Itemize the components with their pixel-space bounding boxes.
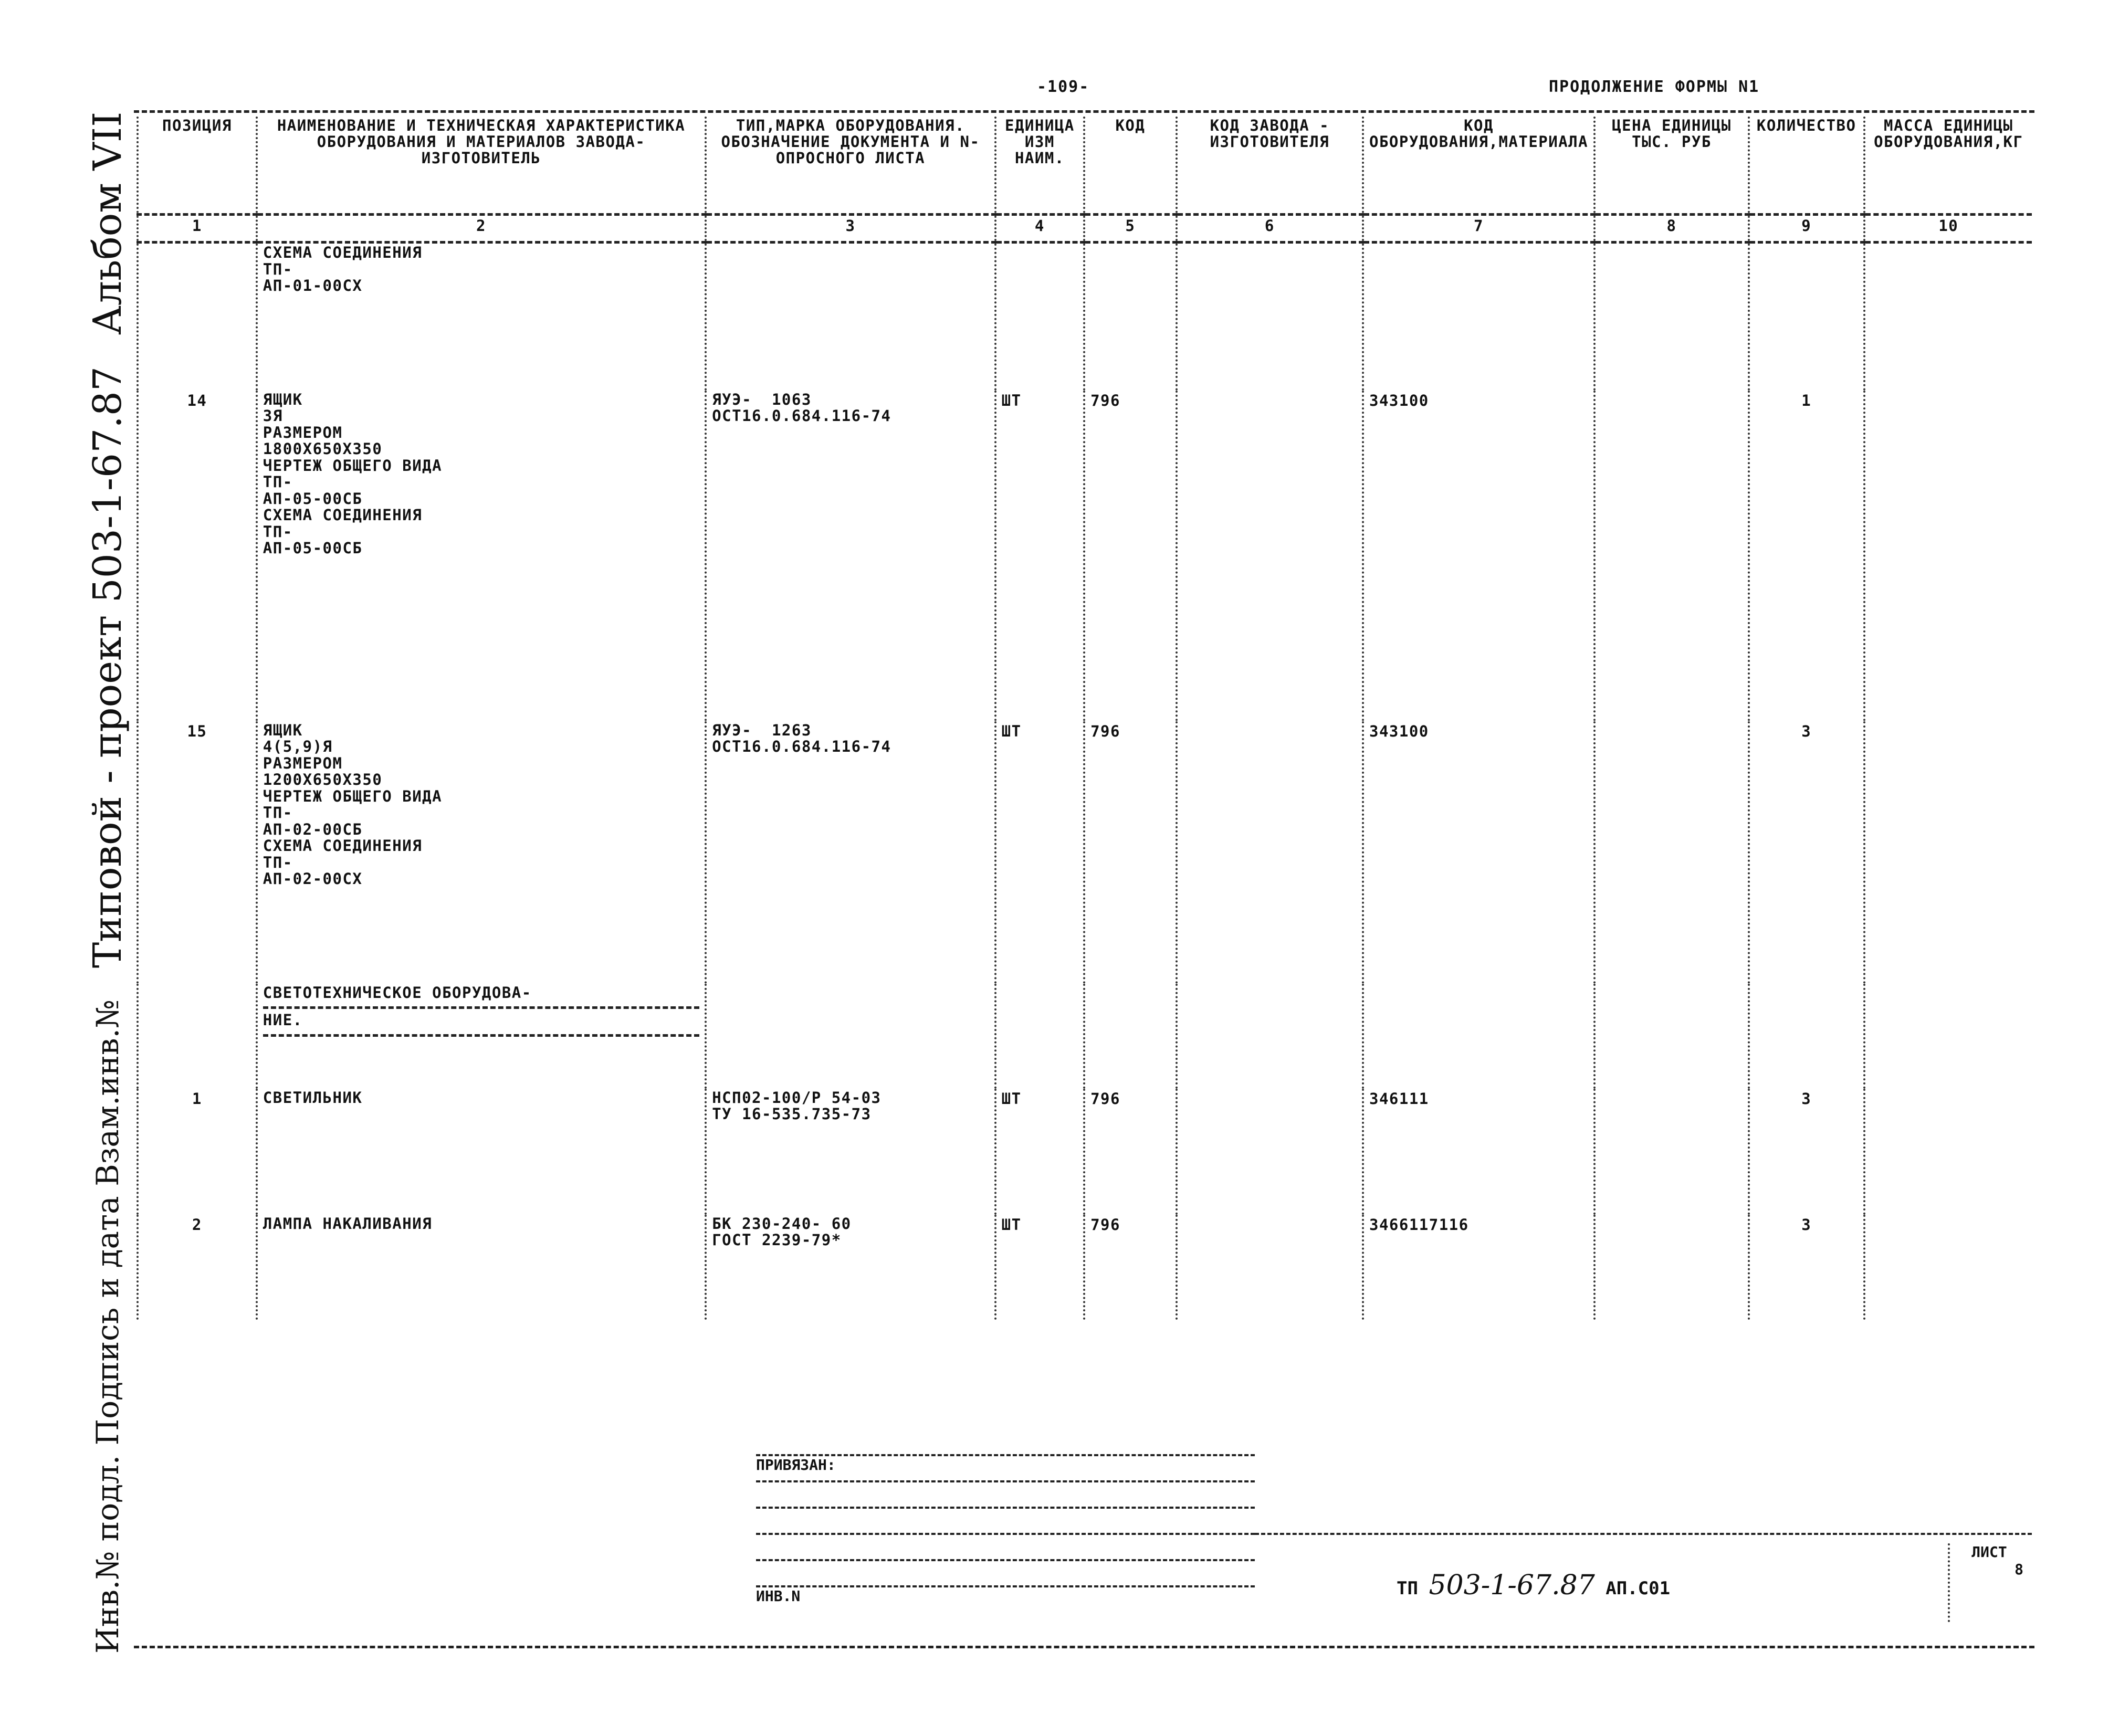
equipment-code-cell xyxy=(1363,984,1594,1089)
col-num: 7 xyxy=(1363,215,1594,243)
sheet-list-value: 8 xyxy=(2014,1561,2023,1578)
name-line: 1200Х650Х350 xyxy=(263,771,383,788)
name-line: ТП- xyxy=(263,522,293,541)
stamp-row xyxy=(756,1509,1255,1535)
table-row xyxy=(138,391,2032,721)
album-label: Альбом VII xyxy=(85,111,130,335)
col-header-factory-code: КОД ЗАВОДА - ИЗГОТОВИТЕЛЯ xyxy=(1177,117,1363,215)
col-num: 1 xyxy=(138,215,257,243)
unit-cell: ШТ xyxy=(995,721,1084,984)
name-line: 4(5,9)Я xyxy=(263,738,333,755)
equipment-code-cell: 3466117116 xyxy=(1363,1215,1594,1320)
name-line: 1800Х650Х350 xyxy=(263,440,383,458)
name-line: СХЕМА СОЕДИНЕНИЯ xyxy=(263,244,423,261)
table-row xyxy=(138,1089,2032,1215)
unit-code-cell: 796 xyxy=(1084,721,1177,984)
unit-cell xyxy=(995,243,1084,391)
column-number-row xyxy=(138,215,2032,243)
section-heading-line-2: НИЕ. xyxy=(263,1012,699,1037)
col-num: 8 xyxy=(1594,215,1749,243)
name-line: ЯЩИК xyxy=(263,721,303,739)
sheet-number-box xyxy=(1948,1543,2029,1622)
sheet-project-number: 503-1-67.87 xyxy=(1429,1570,1595,1601)
name-line: РАЗМЕРОМ xyxy=(263,423,343,441)
equipment-code-cell: 343100 xyxy=(1363,721,1594,984)
col-header-type: ТИП,МАРКА ОБОРУДОВАНИЯ. ОБОЗНАЧЕНИЕ ДОКУМЕНТА И N-ОПРОСНОГО ЛИСТА xyxy=(706,117,995,215)
type-line: ЯУЭ- 1263 xyxy=(712,721,812,739)
name-line: СВЕТИЛЬНИК xyxy=(263,1088,363,1107)
type-cell xyxy=(706,391,995,721)
col-header-unit: ЕДИНИЦА ИЗМ НАИМ. xyxy=(995,117,1084,215)
name-line: АП-02-00СБ xyxy=(263,820,363,838)
unit-code-cell xyxy=(1084,984,1177,1089)
price-cell xyxy=(1594,1215,1749,1320)
equipment-code-cell: 346111 xyxy=(1363,1089,1594,1215)
position-cell: 15 xyxy=(138,721,257,984)
mass-cell xyxy=(1864,243,2032,391)
unit-cell xyxy=(995,984,1084,1089)
name-line: 3Я xyxy=(263,407,283,425)
unit-cell: ШТ xyxy=(995,1215,1084,1320)
type-cell xyxy=(706,1089,995,1215)
position-cell xyxy=(138,243,257,391)
price-cell xyxy=(1594,984,1749,1089)
col-header-position: ПОЗИЦИЯ xyxy=(138,117,257,215)
col-num: 10 xyxy=(1864,215,2032,243)
position-cell xyxy=(138,984,257,1089)
type-line: ОСТ16.0.684.116-74 xyxy=(712,738,891,755)
type-cell xyxy=(706,243,995,391)
price-cell xyxy=(1594,243,1749,391)
name-cell xyxy=(257,721,706,984)
side-margin-text xyxy=(79,111,137,1654)
price-cell xyxy=(1594,1089,1749,1215)
name-line: ТП- xyxy=(263,473,293,491)
mass-cell xyxy=(1864,391,2032,721)
sheet-list-label: ЛИСТ xyxy=(1971,1543,2007,1561)
col-num: 5 xyxy=(1084,215,1177,243)
col-header-mass: МАССА ЕДИНИЦЫ ОБОРУДОВАНИЯ,КГ xyxy=(1864,117,2032,215)
unit-code-cell xyxy=(1084,243,1177,391)
stamp-row xyxy=(756,1535,1255,1561)
col-header-name: НАИМЕНОВАНИЕ И ТЕХНИЧЕСКАЯ ХАРАКТЕРИСТИКА ОБОРУДОВАНИЯ И МАТЕРИАЛОВ ЗАВОДА-ИЗГОТОВИТЕЛЬ xyxy=(257,117,706,215)
unit-code-cell: 796 xyxy=(1084,1215,1177,1320)
col-num: 4 xyxy=(995,215,1084,243)
quantity-cell: 3 xyxy=(1749,1089,1864,1215)
factory-code-cell xyxy=(1177,391,1363,721)
stamp-row xyxy=(756,1561,1255,1587)
name-line: ЛАМПА НАКАЛИВАНИЯ xyxy=(263,1214,433,1233)
name-cell xyxy=(257,391,706,721)
table-row xyxy=(138,1215,2032,1320)
unit-code-cell: 796 xyxy=(1084,391,1177,721)
factory-code-cell xyxy=(1177,243,1363,391)
type-line: ГОСТ 2239-79* xyxy=(712,1231,842,1249)
unit-cell: ШТ xyxy=(995,391,1084,721)
col-header-unit-code: КОД xyxy=(1084,117,1177,215)
section-row xyxy=(138,984,2032,1089)
factory-code-cell xyxy=(1177,1215,1363,1320)
stamp-row xyxy=(756,1587,1255,1612)
title-block-divider xyxy=(1255,1533,2032,1537)
name-line: СХЕМА СОЕДИНЕНИЯ xyxy=(263,506,423,524)
name-line: ЯЩИК xyxy=(263,390,303,408)
name-line: АП-02-00СХ xyxy=(263,870,363,888)
position-cell: 1 xyxy=(138,1089,257,1215)
mass-cell xyxy=(1864,984,2032,1089)
table-row xyxy=(138,721,2032,984)
factory-code-cell xyxy=(1177,1089,1363,1215)
type-line: БК 230-240- 60 xyxy=(712,1214,852,1233)
unit-cell: ШТ xyxy=(995,1089,1084,1215)
name-line: РАЗМЕРОМ xyxy=(263,754,343,772)
name-line: ТП- xyxy=(263,853,293,871)
type-line: НСП02-100/Р 54-03 xyxy=(712,1088,882,1107)
position-cell: 2 xyxy=(138,1215,257,1320)
name-cell xyxy=(257,1089,706,1215)
name-cell xyxy=(257,1215,706,1320)
quantity-cell: 3 xyxy=(1749,721,1864,984)
col-num: 3 xyxy=(706,215,995,243)
type-cell xyxy=(706,721,995,984)
name-line: АП-01-00СХ xyxy=(263,277,363,294)
title-block-stamp xyxy=(756,1454,1255,1635)
mass-cell xyxy=(1864,1089,2032,1215)
col-num: 9 xyxy=(1749,215,1864,243)
equipment-code-cell: 343100 xyxy=(1363,391,1594,721)
mass-cell xyxy=(1864,721,2032,984)
attached-label: ПРИВЯЗАН: xyxy=(756,1456,836,1474)
type-line: ЯУЭ- 1063 xyxy=(712,390,812,408)
sheet-designation xyxy=(1397,1570,1670,1601)
factory-code-cell xyxy=(1177,984,1363,1089)
sheet-prefix: ТП xyxy=(1397,1578,1418,1599)
type-cell xyxy=(706,1215,995,1320)
quantity-cell: 1 xyxy=(1749,391,1864,721)
col-header-quantity: КОЛИЧЕСТВО xyxy=(1749,117,1864,215)
name-line: АП-05-00СБ xyxy=(263,489,363,508)
header-row xyxy=(138,117,2032,215)
quantity-cell: 3 xyxy=(1749,1215,1864,1320)
name-line: АП-05-00СБ xyxy=(263,539,363,557)
col-num: 2 xyxy=(257,215,706,243)
inventory-label: ИНВ.N xyxy=(756,1587,801,1605)
col-header-price: ЦЕНА ЕДИНИЦЫ ТЫС. РУБ xyxy=(1594,117,1749,215)
section-heading-cell xyxy=(257,984,706,1089)
specification-table xyxy=(137,117,2032,1320)
stamp-row xyxy=(756,1482,1255,1509)
mass-cell xyxy=(1864,1215,2032,1320)
unit-code-cell: 796 xyxy=(1084,1089,1177,1215)
name-line: ЧЕРТЕЖ ОБЩЕГО ВИДА xyxy=(263,787,443,805)
position-cell: 14 xyxy=(138,391,257,721)
name-line: ТП- xyxy=(263,804,293,822)
form-title: ПРОДОЛЖЕНИЕ ФОРМЫ N1 xyxy=(1549,78,1760,96)
type-cell xyxy=(706,984,995,1089)
stamp-row xyxy=(756,1454,1255,1482)
price-cell xyxy=(1594,391,1749,721)
sheet-suffix: АП.С01 xyxy=(1606,1578,1671,1599)
type-line: ТУ 16-535.735-73 xyxy=(712,1105,872,1123)
quantity-cell xyxy=(1749,984,1864,1089)
col-header-equipment-code: КОД ОБОРУДОВАНИЯ,МАТЕРИАЛА xyxy=(1363,117,1594,215)
quantity-cell xyxy=(1749,243,1864,391)
type-line: ОСТ16.0.684.116-74 xyxy=(712,407,891,425)
name-line: СХЕМА СОЕДИНЕНИЯ xyxy=(263,837,423,855)
section-heading-line-1: СВЕТОТЕХНИЧЕСКОЕ ОБОРУДОВА- xyxy=(263,985,699,1009)
project-title: Типовой - проект 503-1-67.87 xyxy=(85,366,130,969)
factory-code-cell xyxy=(1177,721,1363,984)
table-row xyxy=(138,243,2032,391)
col-num: 6 xyxy=(1177,215,1363,243)
page-number: -109- xyxy=(1037,78,1090,96)
equipment-code-cell xyxy=(1363,243,1594,391)
name-line: ЧЕРТЕЖ ОБЩЕГО ВИДА xyxy=(263,456,443,475)
name-cell xyxy=(257,243,706,391)
stamp-labels: Инв.№ подл. Подпись и дата Взам.инв.№ xyxy=(90,999,125,1654)
price-cell xyxy=(1594,721,1749,984)
name-line: ТП- xyxy=(263,260,293,278)
